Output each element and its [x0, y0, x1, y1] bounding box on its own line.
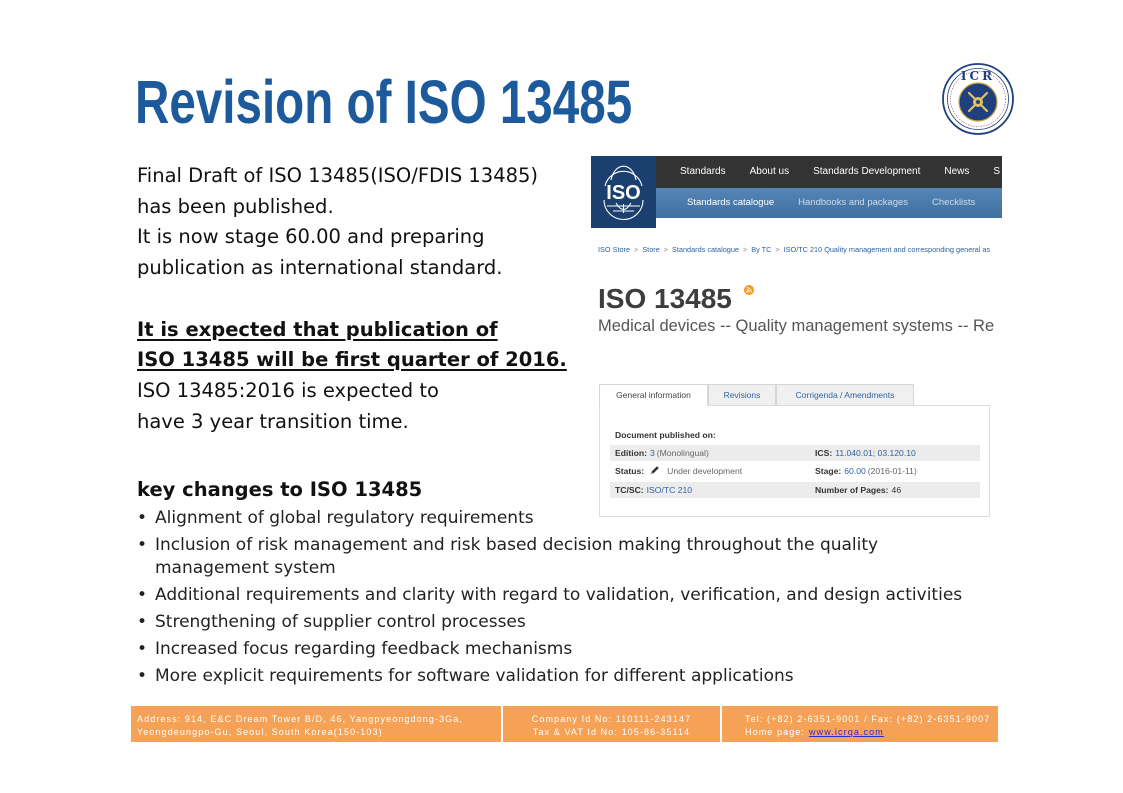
footer-address	[131, 706, 501, 742]
stage-date: (2016-01-11)	[867, 466, 917, 476]
status-label: Status:	[615, 466, 645, 476]
address-line: Address: 914, E&C Dream Tower B/D, 46, Yangpyeongdong-3Ga,	[137, 713, 463, 724]
nav-item-about-us[interactable]: About us	[749, 166, 790, 177]
tab-general-information[interactable]: General information	[599, 384, 708, 406]
breadcrumb-item[interactable]: By TC	[751, 245, 772, 254]
nav-item-standards[interactable]: Standards	[680, 166, 726, 177]
breadcrumb-item[interactable]: Store	[642, 245, 660, 254]
address-line: Yeongdeungpo-Gu, Seoul, South Korea(150-103)	[137, 726, 383, 737]
breadcrumb-separator: >	[742, 245, 748, 254]
breadcrumb	[598, 245, 990, 255]
tab-revisions[interactable]: Revisions	[708, 384, 776, 405]
iso-logo-lettering: ISO	[606, 182, 641, 204]
footer-bar	[131, 706, 998, 742]
general-information-panel	[599, 405, 990, 517]
breadcrumb-item[interactable]: ISO/TC 210 Quality management and corresponding general as	[783, 245, 991, 254]
stage-label: Stage:	[815, 466, 842, 476]
tc-sc-value[interactable]: ISO/TC 210	[646, 485, 693, 495]
stage-field	[815, 463, 917, 479]
breadcrumb-item[interactable]: ISO Store	[598, 245, 631, 254]
nav-item-standards-development[interactable]: Standards Development	[813, 166, 921, 177]
pages-value: 46	[891, 485, 902, 495]
nav-item-truncated[interactable]: S	[993, 166, 1001, 177]
edition-note: (Monolingual)	[656, 448, 709, 458]
subnav-item-handbooks-and-packages[interactable]: Handbooks and packages	[798, 197, 909, 208]
intro-line: It is now stage 60.00 and preparing	[137, 225, 485, 249]
key-changes-heading: key changes to ISO 13485	[137, 478, 423, 501]
expected-line: It is expected that publication of	[137, 317, 498, 341]
tax-id-line: Tax & VAT Id No: 105-86-35114	[532, 726, 691, 737]
icr-logo-lettering: ICR	[960, 69, 996, 83]
breadcrumb-separator: >	[775, 245, 780, 254]
iso-store-screenshot	[591, 156, 1002, 520]
ics-label: ICS:	[815, 448, 833, 458]
footer-company-ids	[501, 706, 720, 742]
key-changes-list	[137, 507, 962, 692]
intro-line: Final Draft of ISO 13485(ISO/FDIS 13485)	[137, 164, 539, 187]
expected-publication-paragraph	[137, 315, 567, 376]
breadcrumb-item[interactable]: Standards catalogue	[672, 245, 739, 254]
company-id-line: Company Id No: 110111-243147	[531, 713, 692, 724]
pencil-icon	[650, 465, 660, 475]
homepage-line	[745, 726, 998, 739]
pages-label: Number of Pages:	[815, 485, 889, 495]
standard-heading: ISO 13485	[598, 283, 732, 314]
info-row	[610, 482, 980, 498]
stage-value[interactable]: 60.00	[844, 466, 866, 476]
edition-field	[615, 445, 709, 461]
ics-value[interactable]: 11.040.01; 03.120.10	[835, 448, 916, 458]
info-row	[610, 463, 980, 479]
intro-paragraph	[137, 161, 538, 284]
slide-title: Revision of ISO 13485	[135, 68, 633, 136]
phone-fax-line: Tel: (+82) 2-6351-9001 / Fax: (+82) 2-6351-9007	[745, 713, 991, 724]
nav-item-news[interactable]: News	[944, 166, 970, 177]
transition-line: ISO 13485:2016 is expected to	[137, 378, 439, 402]
list-item: • Alignment of global regulatory requirements	[137, 507, 962, 530]
list-item: • Additional requirements and clarity with regard to validation, verification, and design activities	[137, 584, 962, 607]
published-label: Document published on:	[615, 430, 716, 440]
footer-contact	[720, 706, 998, 742]
list-item: • Inclusion of risk management and risk based decision making throughout the quality management system	[137, 534, 907, 580]
subnav-item-standards-catalogue[interactable]: Standards catalogue	[687, 197, 775, 208]
intro-line: has been published.	[137, 194, 334, 218]
ics-field	[815, 445, 916, 461]
iso-logo[interactable]	[591, 156, 656, 228]
list-item: • Increased focus regarding feedback mechanisms	[137, 638, 962, 661]
tc-sc-label: TC/SC:	[615, 485, 644, 495]
intro-line: publication as international standard.	[137, 256, 503, 280]
status-value: Under development	[667, 466, 743, 476]
expected-line: ISO 13485 will be first quarter of 2016.	[137, 348, 567, 372]
standard-subtitle: Medical devices -- Quality management systems -- Re	[598, 317, 995, 335]
breadcrumb-separator: >	[663, 245, 669, 254]
transition-line: have 3 year transition time.	[137, 409, 409, 433]
tab-bar	[599, 384, 914, 406]
info-row	[610, 445, 980, 461]
homepage-label: Home page:	[745, 726, 806, 737]
tc-sc-field	[615, 482, 692, 498]
subnav-item-checklists[interactable]: Checklists	[932, 197, 976, 208]
breadcrumb-separator: >	[634, 245, 639, 254]
list-item: • More explicit requirements for software validation for different applications	[137, 665, 962, 688]
status-field	[615, 463, 742, 479]
transition-paragraph	[137, 376, 439, 437]
rss-feed-icon[interactable]	[744, 285, 754, 295]
homepage-link[interactable]: www.icrqa.com	[809, 726, 884, 737]
list-item: • Strengthening of supplier control processes	[137, 611, 962, 634]
tab-corrigenda-amendments[interactable]: Corrigenda / Amendments	[776, 384, 914, 405]
pages-field	[815, 482, 901, 498]
edition-value[interactable]: 3	[649, 448, 655, 458]
icr-logo	[941, 62, 1015, 136]
edition-label: Edition:	[615, 448, 647, 458]
